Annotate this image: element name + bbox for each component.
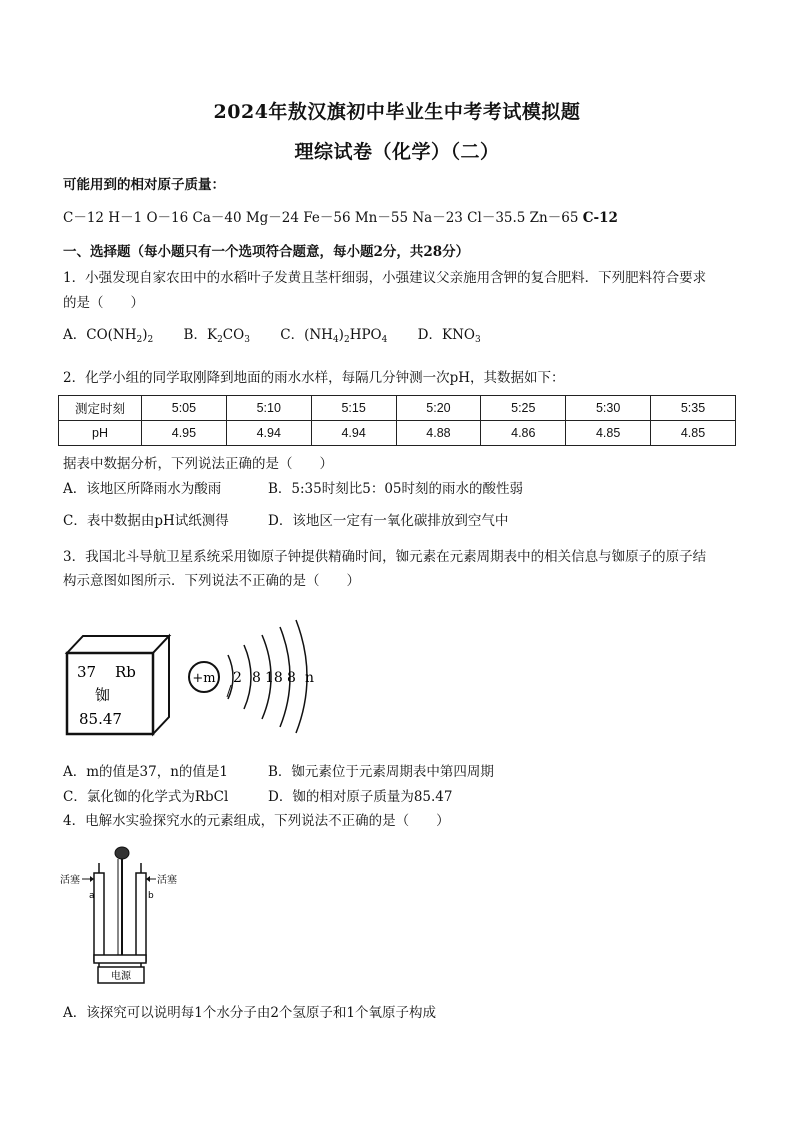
shell-electrons: 2 <box>233 670 242 686</box>
table-cell: 5:05 <box>142 396 227 421</box>
table-row-times <box>59 396 736 421</box>
table-cell: 4.86 <box>481 421 566 446</box>
section-heading: 一、选择题（每小题只有一个选项符合题意，每小题2分，共28分） <box>63 244 470 260</box>
shell-electrons: 8 <box>252 670 261 686</box>
table-row-ph <box>59 421 736 446</box>
ph-table <box>58 395 736 446</box>
q2-option-b: B．5:35时刻比5：05时刻的雨水的酸性弱 <box>268 481 524 497</box>
q1-stem-line1: 1．小强发现自家农田中的水稻叶子发黄且茎杆细弱，小强建议父亲施用含钾的复合肥料．下列肥料符合要求 <box>63 270 707 286</box>
table-cell: 4.94 <box>311 421 396 446</box>
table-cell: 5:30 <box>566 396 651 421</box>
q3-option-d: D．铷的相对原子质量为85.47 <box>268 789 453 805</box>
q2-stem: 2．化学小组的同学取刚降到地面的雨水水样，每隔几分钟测一次pH，其数据如下： <box>63 370 565 386</box>
electrolysis-apparatus-figure <box>60 845 190 985</box>
atomic-mass-list: C－12 H－1 O－16 Ca－40 Mg－24 Fe－56 Mn－55 Na－23 Cl－35.5 Zn－65 <box>63 210 579 226</box>
table-cell: 4.95 <box>142 421 227 446</box>
shell-electrons: n <box>305 670 315 686</box>
q1-option-b: B．$K_2CO_3$ <box>183 327 250 345</box>
atomic-mass-tail: C-12 <box>582 210 618 226</box>
q2-after: 据表中数据分析，下列说法正确的是（ ） <box>63 456 333 472</box>
element-symbol: Rb <box>115 663 136 681</box>
nucleus-label: +m <box>192 671 216 686</box>
q1-option-c: C．$(NH_4)_2HPO_4$ <box>280 327 388 345</box>
q1-options <box>63 323 481 345</box>
table-cell: 5:20 <box>396 396 481 421</box>
table-cell: 4.94 <box>226 421 311 446</box>
table-cell: 4.85 <box>566 421 651 446</box>
table-cell: 5:35 <box>651 396 736 421</box>
q1-option-d: D．$KNO_3$ <box>417 327 481 345</box>
table-cell: 5:10 <box>226 396 311 421</box>
atom-structure-figure <box>186 615 326 735</box>
right-valve-label: 活塞 <box>157 875 177 886</box>
power-label: 电源 <box>111 971 131 982</box>
q4-stem: 4．电解水实验探究水的元素组成，下列说法不正确的是（ ） <box>63 813 450 829</box>
q1-stem-line2: 的是（ ） <box>63 295 144 311</box>
table-cell: 5:15 <box>311 396 396 421</box>
q3-option-c: C．氯化铷的化学式为RbCl <box>63 789 229 805</box>
q2-option-a: A．该地区所降雨水为酸雨 <box>63 481 222 497</box>
shell-electrons: 8 <box>287 670 296 686</box>
tube-a-label: a <box>89 891 95 901</box>
table-cell: 4.85 <box>651 421 736 446</box>
table-header-ph: pH <box>59 421 142 446</box>
atomic-mass-values <box>63 206 618 226</box>
q4-option-a: A．该探究可以说明每1个水分子由2个氢原子和1个氧原子构成 <box>63 1005 437 1021</box>
atomic-mass-label: 可能用到的相对原子质量： <box>63 177 225 193</box>
q3-stem-line2: 构示意图如图所示．下列说法不正确的是（ ） <box>63 573 360 589</box>
q3-stem-line1: 3．我国北斗导航卫星系统采用铷原子钟提供精确时间，铷元素在元素周期表中的相关信息与铷原子的原子结 <box>63 549 707 565</box>
q2-option-c: C．表中数据由pH试纸测得 <box>63 513 229 529</box>
q1-option-a: A．$CO(NH_2)_2$ <box>63 327 154 345</box>
q3-option-a: A．m的值是37，n的值是1 <box>63 764 229 780</box>
element-mass: 85.47 <box>79 710 122 728</box>
left-valve-label: 活塞 <box>60 875 80 886</box>
tube-b-label: b <box>148 891 154 901</box>
q2-option-d: D．该地区一定有一氧化碳排放到空气中 <box>268 513 509 529</box>
page-subtitle: 理综试卷（化学）（二） <box>294 141 500 163</box>
table-cell: 4.88 <box>396 421 481 446</box>
q3-option-b: B．铷元素位于元素周期表中第四周期 <box>268 764 494 780</box>
element-name: 铷 <box>95 686 111 704</box>
table-header-time: 测定时刻 <box>59 396 142 421</box>
page-title: 2024年敖汉旗初中毕业生中考考试模拟题 <box>213 101 581 123</box>
shell-electrons: 18 <box>265 670 283 686</box>
element-cell-figure <box>63 633 173 738</box>
table-cell: 5:25 <box>481 396 566 421</box>
element-number: 37 <box>77 663 97 681</box>
